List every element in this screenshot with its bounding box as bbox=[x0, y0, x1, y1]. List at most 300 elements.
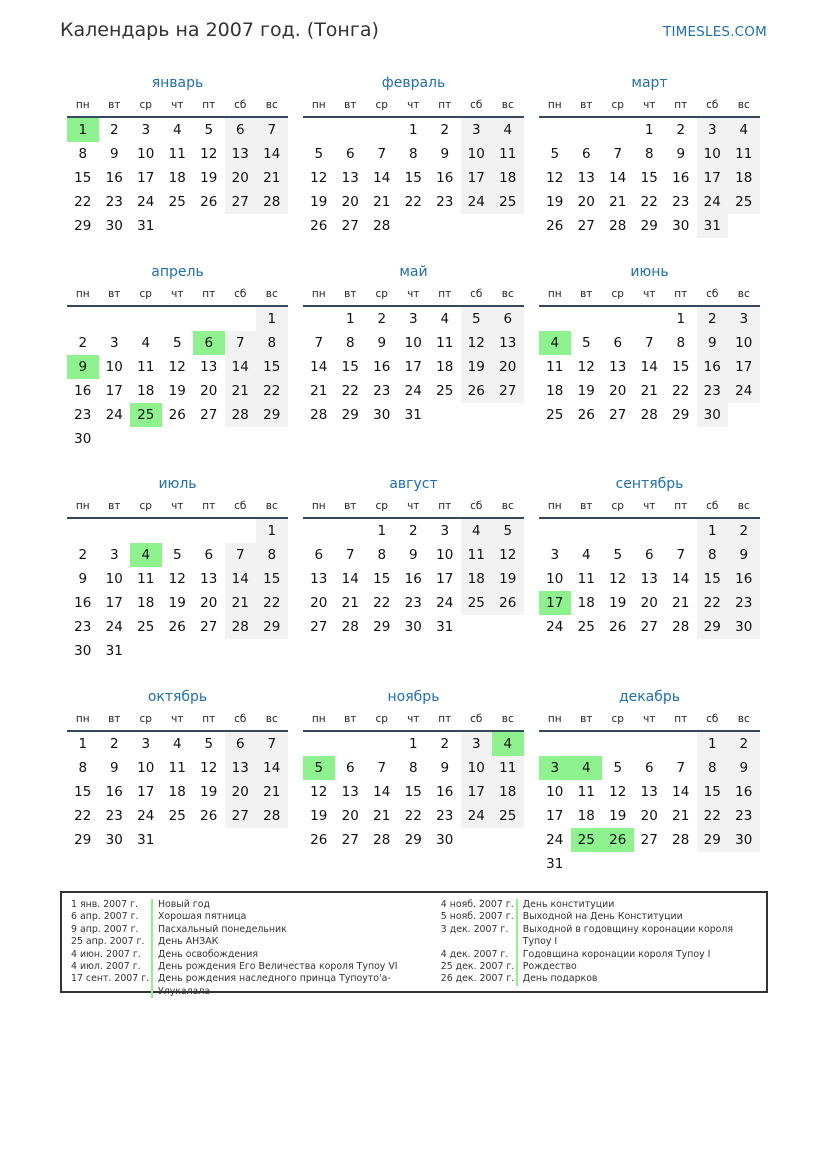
day-cell: 14 bbox=[225, 355, 257, 379]
day-cell: 8 bbox=[256, 543, 288, 567]
day-cell: 5 bbox=[172, 547, 182, 563]
day-cell: 2 bbox=[440, 736, 450, 752]
day-cell: 2 bbox=[109, 122, 119, 138]
day-cell: 29 bbox=[373, 619, 391, 635]
day-cell: 24 bbox=[404, 383, 422, 399]
day-cell: 6 bbox=[345, 146, 355, 162]
day-cell: 12 bbox=[200, 146, 218, 162]
day-cell: 6 bbox=[204, 547, 214, 563]
weekday-label: пн bbox=[75, 713, 90, 725]
legend-entry bbox=[441, 973, 758, 985]
day-cell: 11 bbox=[546, 359, 564, 375]
day-cell: 2 bbox=[728, 732, 760, 756]
day-cell: 21 bbox=[341, 595, 359, 611]
day-cell: 11 bbox=[436, 335, 454, 351]
day-cell: 18 bbox=[137, 383, 155, 399]
day-cell: 6 bbox=[345, 760, 355, 776]
holiday-day: 17 bbox=[539, 591, 571, 615]
empty-cell bbox=[335, 519, 367, 543]
legend-date: 17 сент. 2007 г. bbox=[71, 973, 150, 985]
day-cell: 25 bbox=[492, 804, 524, 828]
day-cell: 3 bbox=[697, 118, 729, 142]
legend-holiday-name: День освобождения bbox=[158, 948, 258, 960]
day-cell: 30 bbox=[373, 407, 391, 423]
empty-cell bbox=[539, 307, 571, 331]
legend-column-left bbox=[71, 899, 441, 997]
day-cell: 3 bbox=[728, 307, 760, 331]
day-cell: 29 bbox=[74, 832, 92, 848]
day-cell: 28 bbox=[373, 832, 391, 848]
day-cell: 16 bbox=[105, 170, 123, 186]
weekday-label: пн bbox=[75, 288, 90, 300]
day-cell: 10 bbox=[461, 142, 493, 166]
legend-date: 4 нояб. 2007 г. bbox=[440, 899, 514, 910]
day-cell: 24 bbox=[105, 407, 123, 423]
day-cell: 24 bbox=[546, 619, 564, 635]
day-cell: 20 bbox=[200, 383, 218, 399]
day-cell: 14 bbox=[256, 756, 288, 780]
holiday-day: 25 bbox=[571, 828, 603, 852]
day-cell: 31 bbox=[546, 856, 564, 872]
legend-entry bbox=[71, 973, 441, 998]
legend-holiday-name: Хорошая пятница bbox=[158, 911, 247, 923]
day-cell: 18 bbox=[492, 166, 524, 190]
days-grid bbox=[67, 307, 288, 451]
day-cell: 7 bbox=[256, 118, 288, 142]
day-cell: 7 bbox=[225, 331, 257, 355]
legend-marker bbox=[151, 961, 153, 973]
day-cell: 13 bbox=[225, 142, 257, 166]
day-cell: 17 bbox=[546, 808, 564, 824]
weekday-label: вс bbox=[737, 713, 750, 725]
weekday-label: пт bbox=[202, 500, 216, 512]
weekday-label: пн bbox=[311, 99, 326, 111]
legend-entry bbox=[71, 961, 441, 973]
weekday-label: пн bbox=[311, 288, 326, 300]
day-cell: 27 bbox=[640, 832, 658, 848]
holiday-day: 9 bbox=[67, 355, 99, 379]
day-cell: 23 bbox=[728, 804, 760, 828]
day-cell: 2 bbox=[109, 736, 119, 752]
day-cell: 11 bbox=[137, 571, 155, 587]
day-cell: 19 bbox=[546, 194, 564, 210]
days-grid bbox=[303, 519, 524, 639]
day-cell: 3 bbox=[408, 311, 418, 327]
day-cell: 19 bbox=[168, 595, 186, 611]
weekday-header bbox=[539, 94, 760, 118]
day-cell: 25 bbox=[168, 808, 186, 824]
legend-date: 25 дек. 2007 г. bbox=[440, 961, 515, 973]
day-cell: 22 bbox=[640, 194, 658, 210]
day-cell: 3 bbox=[141, 736, 151, 752]
day-cell: 12 bbox=[546, 170, 564, 186]
weekday-label: вт bbox=[108, 713, 121, 725]
day-cell: 28 bbox=[256, 804, 288, 828]
day-cell: 30 bbox=[672, 218, 690, 234]
empty-cell bbox=[193, 519, 225, 543]
legend-marker bbox=[516, 899, 518, 911]
month-calendar bbox=[303, 259, 524, 427]
legend-entry bbox=[441, 911, 758, 923]
legend-marker bbox=[516, 911, 518, 923]
day-cell: 20 bbox=[225, 166, 257, 190]
weekday-label: сб bbox=[234, 713, 247, 725]
weekday-label: пн bbox=[75, 99, 90, 111]
day-cell: 13 bbox=[577, 170, 595, 186]
weekday-label: ср bbox=[375, 713, 388, 725]
day-cell: 15 bbox=[341, 359, 359, 375]
day-cell: 11 bbox=[577, 784, 595, 800]
weekday-label: пн bbox=[311, 500, 326, 512]
day-cell: 9 bbox=[78, 571, 88, 587]
day-cell: 28 bbox=[373, 218, 391, 234]
day-cell: 22 bbox=[404, 194, 422, 210]
day-cell: 29 bbox=[697, 615, 729, 639]
day-cell: 18 bbox=[492, 780, 524, 804]
day-cell: 4 bbox=[581, 547, 591, 563]
day-cell: 9 bbox=[676, 146, 686, 162]
holiday-day: 4 bbox=[539, 331, 571, 355]
day-cell: 15 bbox=[256, 567, 288, 591]
day-cell: 3 bbox=[440, 523, 450, 539]
day-cell: 1 bbox=[256, 307, 288, 331]
day-cell: 18 bbox=[436, 359, 454, 375]
day-cell: 27 bbox=[200, 619, 218, 635]
weekday-header bbox=[303, 495, 524, 519]
day-cell: 23 bbox=[728, 591, 760, 615]
day-cell: 22 bbox=[672, 383, 690, 399]
day-cell: 5 bbox=[172, 335, 182, 351]
day-cell: 30 bbox=[697, 403, 729, 427]
empty-cell bbox=[602, 307, 634, 331]
weekday-label: ср bbox=[611, 500, 624, 512]
day-cell: 30 bbox=[728, 828, 760, 852]
day-cell: 12 bbox=[200, 760, 218, 776]
day-cell: 9 bbox=[377, 335, 387, 351]
day-cell: 18 bbox=[728, 166, 760, 190]
empty-cell bbox=[539, 732, 571, 756]
day-cell: 2 bbox=[78, 547, 88, 563]
day-cell: 1 bbox=[408, 122, 418, 138]
day-cell: 12 bbox=[492, 543, 524, 567]
weekday-label: пт bbox=[674, 99, 688, 111]
day-cell: 20 bbox=[640, 595, 658, 611]
legend-entry bbox=[71, 911, 441, 923]
day-cell: 2 bbox=[408, 523, 418, 539]
day-cell: 1 bbox=[345, 311, 355, 327]
day-cell: 22 bbox=[697, 804, 729, 828]
day-cell: 26 bbox=[609, 619, 627, 635]
weekday-label: сб bbox=[234, 99, 247, 111]
weekday-label: пт bbox=[438, 288, 452, 300]
day-cell: 28 bbox=[225, 615, 257, 639]
day-cell: 7 bbox=[377, 146, 387, 162]
month-calendar bbox=[539, 70, 760, 238]
day-cell: 8 bbox=[676, 335, 686, 351]
weekday-label: пн bbox=[547, 713, 562, 725]
month-calendar bbox=[67, 259, 288, 451]
weekday-header bbox=[303, 94, 524, 118]
legend-marker bbox=[516, 973, 518, 985]
day-cell: 8 bbox=[408, 760, 418, 776]
day-cell: 23 bbox=[74, 619, 92, 635]
empty-cell bbox=[303, 732, 335, 756]
empty-cell bbox=[539, 519, 571, 543]
month-calendar bbox=[303, 70, 524, 238]
day-cell: 13 bbox=[640, 784, 658, 800]
empty-cell bbox=[193, 307, 225, 331]
legend-column-right bbox=[441, 899, 758, 991]
day-cell: 21 bbox=[672, 808, 690, 824]
day-cell: 14 bbox=[640, 359, 658, 375]
weekday-label: пт bbox=[202, 99, 216, 111]
weekday-label: сб bbox=[470, 99, 483, 111]
legend-holiday-name: Пасхальный понедельник bbox=[158, 923, 287, 935]
weekday-header bbox=[67, 495, 288, 519]
day-cell: 20 bbox=[200, 595, 218, 611]
day-cell: 15 bbox=[404, 784, 422, 800]
day-cell: 13 bbox=[341, 784, 359, 800]
weekday-label: пт bbox=[438, 99, 452, 111]
day-cell: 30 bbox=[404, 619, 422, 635]
empty-cell bbox=[571, 519, 603, 543]
day-cell: 3 bbox=[109, 547, 119, 563]
legend-marker bbox=[516, 961, 518, 973]
day-cell: 23 bbox=[105, 808, 123, 824]
day-cell: 21 bbox=[225, 379, 257, 403]
weekday-label: пт bbox=[674, 500, 688, 512]
weekday-header bbox=[303, 283, 524, 307]
weekday-header bbox=[539, 495, 760, 519]
legend-date: 1 янв. 2007 г. bbox=[71, 899, 138, 910]
day-cell: 24 bbox=[728, 379, 760, 403]
legend-holiday-name: Рождество bbox=[522, 961, 577, 973]
weekday-header bbox=[67, 94, 288, 118]
day-cell: 29 bbox=[640, 218, 658, 234]
day-cell: 19 bbox=[461, 355, 493, 379]
day-cell: 15 bbox=[74, 784, 92, 800]
holiday-day: 3 bbox=[539, 756, 571, 780]
empty-cell bbox=[634, 519, 666, 543]
day-cell: 22 bbox=[256, 379, 288, 403]
month-calendar bbox=[539, 471, 760, 639]
legend-date: 3 дек. 2007 г. bbox=[440, 923, 509, 935]
legend-entry bbox=[441, 899, 758, 911]
day-cell: 13 bbox=[200, 571, 218, 587]
day-cell: 18 bbox=[137, 595, 155, 611]
empty-cell bbox=[665, 732, 697, 756]
holiday-day: 6 bbox=[193, 331, 225, 355]
day-cell: 1 bbox=[644, 122, 654, 138]
day-cell: 14 bbox=[225, 567, 257, 591]
weekday-label: ср bbox=[375, 288, 388, 300]
day-cell: 13 bbox=[225, 756, 257, 780]
day-cell: 28 bbox=[672, 832, 690, 848]
legend-holiday-name: Выходной на День Конституции bbox=[522, 911, 683, 923]
days-grid bbox=[539, 519, 760, 639]
day-cell: 2 bbox=[377, 311, 387, 327]
empty-cell bbox=[366, 732, 398, 756]
day-cell: 27 bbox=[225, 190, 257, 214]
day-cell: 29 bbox=[404, 832, 422, 848]
empty-cell bbox=[162, 307, 194, 331]
weekday-header bbox=[303, 708, 524, 732]
day-cell: 31 bbox=[105, 643, 123, 659]
day-cell: 9 bbox=[408, 547, 418, 563]
weekday-label: сб bbox=[234, 288, 247, 300]
day-cell: 21 bbox=[256, 166, 288, 190]
weekday-label: вт bbox=[580, 500, 593, 512]
legend-holiday-name: День рождения наследного принца Тупоуто'а-Улукалала bbox=[158, 973, 391, 997]
day-cell: 9 bbox=[109, 760, 119, 776]
month-calendar bbox=[539, 259, 760, 427]
legend-marker bbox=[151, 949, 153, 961]
day-cell: 4 bbox=[461, 519, 493, 543]
day-cell: 27 bbox=[200, 407, 218, 423]
day-cell: 2 bbox=[697, 307, 729, 331]
weekday-label: чт bbox=[407, 713, 420, 725]
month-calendar bbox=[303, 471, 524, 639]
weekday-label: вт bbox=[344, 713, 357, 725]
weekday-label: вт bbox=[580, 99, 593, 111]
legend-entry bbox=[71, 949, 441, 961]
day-cell: 6 bbox=[225, 732, 257, 756]
days-grid bbox=[67, 732, 288, 852]
day-cell: 7 bbox=[225, 543, 257, 567]
day-cell: 12 bbox=[609, 784, 627, 800]
day-cell: 5 bbox=[204, 122, 214, 138]
weekday-label: ср bbox=[375, 99, 388, 111]
weekday-label: вс bbox=[501, 99, 514, 111]
weekday-label: сб bbox=[470, 713, 483, 725]
day-cell: 16 bbox=[74, 595, 92, 611]
day-cell: 30 bbox=[728, 615, 760, 639]
site-link[interactable]: TIMESLES.COM bbox=[663, 24, 767, 40]
day-cell: 20 bbox=[225, 780, 257, 804]
day-cell: 5 bbox=[613, 760, 623, 776]
day-cell: 19 bbox=[200, 170, 218, 186]
holiday-day: 4 bbox=[130, 543, 162, 567]
day-cell: 3 bbox=[109, 335, 119, 351]
day-cell: 9 bbox=[440, 146, 450, 162]
weekday-label: вс bbox=[737, 288, 750, 300]
day-cell: 13 bbox=[492, 331, 524, 355]
legend-marker bbox=[151, 911, 153, 923]
weekday-label: ср bbox=[139, 500, 152, 512]
day-cell: 5 bbox=[550, 146, 560, 162]
day-cell: 11 bbox=[728, 142, 760, 166]
month-name: август bbox=[389, 476, 438, 492]
legend-entry bbox=[441, 924, 758, 949]
day-cell: 14 bbox=[256, 142, 288, 166]
empty-cell bbox=[571, 732, 603, 756]
day-cell: 10 bbox=[697, 142, 729, 166]
day-cell: 1 bbox=[377, 523, 387, 539]
days-grid bbox=[303, 307, 524, 427]
day-cell: 26 bbox=[577, 407, 595, 423]
days-grid bbox=[303, 732, 524, 852]
day-cell: 6 bbox=[644, 760, 654, 776]
day-cell: 10 bbox=[137, 146, 155, 162]
days-grid bbox=[67, 519, 288, 663]
day-cell: 21 bbox=[609, 194, 627, 210]
day-cell: 23 bbox=[105, 194, 123, 210]
empty-cell bbox=[67, 307, 99, 331]
day-cell: 28 bbox=[310, 407, 328, 423]
weekday-label: ср bbox=[139, 288, 152, 300]
legend-marker bbox=[151, 924, 153, 936]
day-cell: 4 bbox=[492, 118, 524, 142]
day-cell: 4 bbox=[141, 335, 151, 351]
legend-date: 4 июн. 2007 г. bbox=[71, 948, 141, 960]
day-cell: 29 bbox=[672, 407, 690, 423]
day-cell: 2 bbox=[676, 122, 686, 138]
day-cell: 26 bbox=[461, 379, 493, 403]
legend-date: 6 апр. 2007 г. bbox=[71, 911, 139, 923]
weekday-label: пн bbox=[547, 288, 562, 300]
holiday-day: 25 bbox=[130, 403, 162, 427]
weekday-label: пн bbox=[311, 713, 326, 725]
month-name: ноябрь bbox=[387, 689, 440, 705]
weekday-label: вс bbox=[501, 713, 514, 725]
day-cell: 25 bbox=[577, 619, 595, 635]
holiday-day: 4 bbox=[571, 756, 603, 780]
weekday-header bbox=[539, 283, 760, 307]
day-cell: 14 bbox=[373, 784, 391, 800]
day-cell: 26 bbox=[546, 218, 564, 234]
weekday-label: вт bbox=[580, 288, 593, 300]
day-cell: 8 bbox=[644, 146, 654, 162]
day-cell: 7 bbox=[676, 547, 686, 563]
empty-cell bbox=[571, 307, 603, 331]
day-cell: 19 bbox=[609, 595, 627, 611]
day-cell: 2 bbox=[728, 519, 760, 543]
empty-cell bbox=[225, 519, 257, 543]
day-cell: 20 bbox=[640, 808, 658, 824]
day-cell: 4 bbox=[440, 311, 450, 327]
day-cell: 5 bbox=[613, 547, 623, 563]
legend-date: 4 июл. 2007 г. bbox=[71, 961, 141, 973]
day-cell: 13 bbox=[200, 359, 218, 375]
day-cell: 12 bbox=[310, 784, 328, 800]
empty-cell bbox=[335, 118, 367, 142]
day-cell: 27 bbox=[310, 619, 328, 635]
day-cell: 22 bbox=[74, 194, 92, 210]
day-cell: 8 bbox=[256, 331, 288, 355]
days-grid bbox=[67, 118, 288, 238]
day-cell: 16 bbox=[105, 784, 123, 800]
empty-cell bbox=[571, 118, 603, 142]
legend-marker bbox=[516, 949, 518, 961]
day-cell: 17 bbox=[137, 170, 155, 186]
weekday-label: чт bbox=[643, 713, 656, 725]
day-cell: 11 bbox=[168, 146, 186, 162]
day-cell: 25 bbox=[168, 194, 186, 210]
day-cell: 15 bbox=[373, 571, 391, 587]
day-cell: 1 bbox=[697, 519, 729, 543]
day-cell: 8 bbox=[78, 760, 88, 776]
day-cell: 14 bbox=[310, 359, 328, 375]
day-cell: 22 bbox=[697, 591, 729, 615]
legend-holiday-name: День подарков bbox=[522, 973, 598, 985]
empty-cell bbox=[634, 732, 666, 756]
day-cell: 8 bbox=[408, 146, 418, 162]
day-cell: 20 bbox=[492, 355, 524, 379]
day-cell: 24 bbox=[461, 190, 493, 214]
day-cell: 23 bbox=[74, 407, 92, 423]
day-cell: 13 bbox=[609, 359, 627, 375]
weekday-label: сб bbox=[706, 500, 719, 512]
